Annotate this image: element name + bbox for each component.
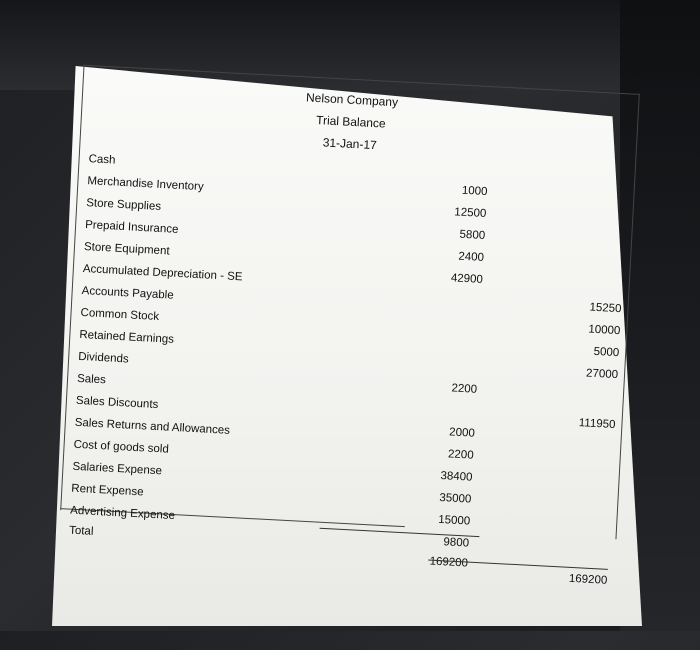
account-name-cash: Cash (88, 153, 116, 167)
credit-common-stock: 5000 (593, 345, 620, 360)
account-name-sales-discounts: Sales Discounts (75, 394, 159, 412)
debit-rent-expense: 15000 (437, 513, 471, 528)
debit-merchandise-inventory: 12500 (454, 206, 487, 221)
credit-total: 169200 (568, 572, 608, 587)
account-name-store-supplies: Store Supplies (85, 197, 162, 213)
report-title: Trial Balance (315, 112, 387, 131)
debit-sales-returns: 2200 (447, 448, 474, 462)
account-name-accumulated-depreciation: Accumulated Depreciation - SE (82, 262, 243, 284)
debit-store-supplies: 5800 (459, 228, 486, 242)
credit-accounts-payable: 10000 (588, 323, 621, 338)
account-name-retained-earnings: Retained Earnings (79, 328, 175, 346)
account-name-common-stock: Common Stock (80, 306, 160, 324)
debit-advertising-expense: 9800 (443, 536, 470, 550)
account-name-accounts-payable: Accounts Payable (81, 284, 174, 302)
account-name-sales: Sales (76, 372, 107, 387)
debit-prepaid-insurance: 2400 (458, 250, 485, 264)
debit-cash: 1000 (461, 184, 488, 199)
debit-cost-of-goods-sold: 38400 (440, 469, 473, 484)
company-name: Nelson Company (305, 90, 399, 110)
credit-retained-earnings: 27000 (585, 367, 619, 382)
account-name-prepaid-insurance: Prepaid Insurance (84, 219, 179, 236)
account-name-cost-of-goods-sold: Cost of goods sold (73, 438, 170, 456)
debit-store-equipment: 42900 (450, 272, 484, 286)
account-name-sales-returns: Sales Returns and Allowances (74, 416, 231, 437)
account-name-dividends: Dividends (77, 350, 129, 366)
report-date: 31-Jan-17 (322, 135, 378, 153)
debit-dividends: 2200 (451, 382, 478, 396)
total-label: Total (68, 524, 94, 538)
account-name-advertising-expense: Advertising Expense (69, 504, 176, 523)
account-name-merchandise-inventory: Merchandise Inventory (87, 175, 204, 194)
debit-salaries-expense: 35000 (439, 491, 472, 506)
account-name-store-equipment: Store Equipment (83, 241, 170, 258)
account-name-rent-expense: Rent Expense (71, 482, 144, 499)
credit-accumulated-depreciation: 15250 (589, 301, 622, 316)
credit-sales: 111950 (578, 417, 616, 432)
debit-sales-discounts: 2000 (448, 426, 476, 440)
debit-total: 169200 (429, 555, 469, 570)
account-name-salaries-expense: Salaries Expense (72, 460, 163, 478)
